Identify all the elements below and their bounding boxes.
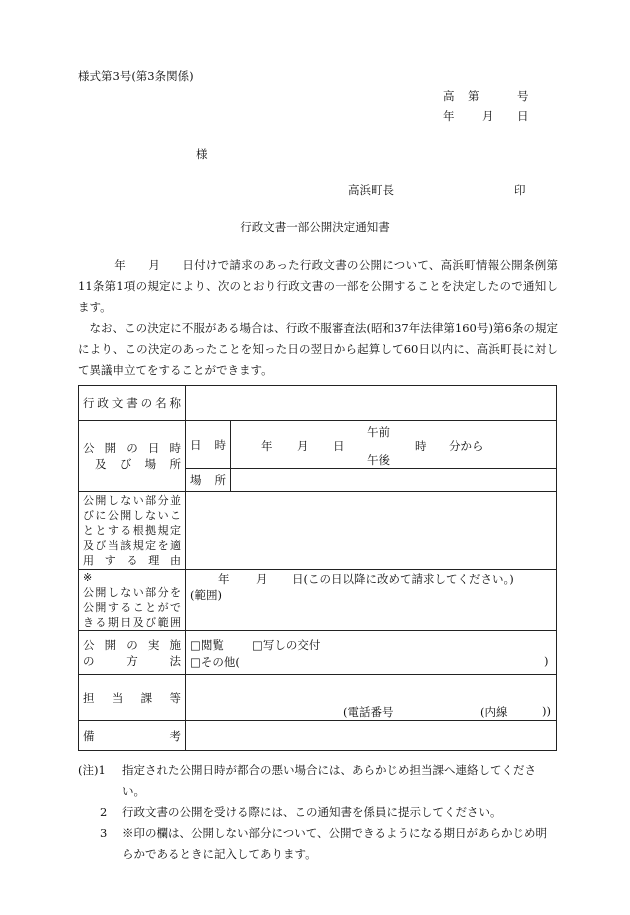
datetime-label: 日時 [186,421,231,469]
row-department [79,675,557,721]
future-label [79,570,186,631]
row-method [79,631,557,675]
doc-name-value[interactable] [186,386,557,421]
body-text [78,255,558,381]
doc-number-prefix: 高 [443,89,455,103]
datetime-place-label [79,421,186,492]
future-label-line2: 公開することがで [83,601,181,614]
dt-minute-from: 分から [449,438,484,453]
method-option-other[interactable]: □その他( [190,654,240,669]
row-basis [79,492,557,570]
p1-year: 年 [114,258,127,272]
date-day: 日 [517,109,529,123]
doc-number-dai: 第 [468,89,480,103]
row-doc-name [79,386,557,421]
note-3 [78,823,558,865]
future-range: (範囲) [190,588,222,602]
basis-label-line1: 公開しない部分並 [83,494,181,507]
basis-label-line4: 及び当該規定を適 [83,539,181,552]
future-day-note: 日(この日以降に改めて請求してください。) [292,572,514,586]
dt-day: 日 [333,438,345,453]
basis-label-line3: ととする根拠規定 [83,524,181,537]
note-3-number: 3 [100,826,108,840]
method-option-view[interactable]: □閲覧 [190,637,224,652]
phone-label: (電話番号 [343,704,394,719]
future-label-line1: 公開しない部分を [83,586,181,599]
notes-section [78,760,558,865]
basis-label-line5: 用する理由 [83,554,181,567]
dt-hour: 時 [415,438,427,453]
recipient-suffix: 様 [196,147,208,161]
basis-label-line2: びに公開しないこ [83,509,181,522]
paragraph-1 [78,255,558,318]
form-number: 様式第3号(第3条関係) [78,69,194,83]
future-label-line3: きる期日及び範囲 [83,616,181,629]
doc-number-go: 号 [517,89,529,103]
place-value[interactable] [231,469,557,492]
issuer-name: 高浜町長 [348,183,394,197]
future-value[interactable] [186,570,557,631]
p1-month: 月 [148,258,161,272]
method-label [79,631,186,675]
future-year: 年 [218,572,230,586]
department-value[interactable] [186,675,557,721]
method-value [186,631,557,675]
note-1 [78,760,558,802]
document-title: 行政文書一部公開決定通知書 [240,220,390,234]
extension-close: )) [542,703,551,718]
dt-month: 月 [297,438,309,453]
dt-year: 年 [261,438,273,453]
remarks-label: 備考 [79,721,186,751]
paragraph-2: なお、この決定に不服がある場合は、行政不服審査法(昭和37年法律第160号)第6条の規定により、この決定のあったことを知った日の翌日から起算して60日以内に、高浜町長に対して異議申立てをすることができます。 [78,321,558,377]
extension-label: (内線 [480,704,508,719]
dt-am: 午前 [367,424,390,439]
basis-value[interactable] [186,492,557,570]
date-year: 年 [443,109,455,123]
row-remarks [79,721,557,751]
note-1-prefix: (注)1 [78,763,106,777]
method-label-line1: 公開の実施 [83,637,181,652]
row-future-disclosure [79,570,557,631]
datetime-value[interactable] [231,421,557,469]
future-label-mark: ※ [83,571,93,584]
datetime-place-label-line2: 及び場所 [95,457,181,471]
p1-rest: 日付けで請求のあった行政文書の公開について、高浜町情報公開条例第11条第1項の規定により、次のとおり行政文書の一部を公開することを決定したので通知します。 [78,258,559,314]
datetime-place-label-line1: 公開の日時 [83,441,181,455]
doc-name-label: 行政文書の名称 [79,386,186,421]
seal-mark: 印 [514,183,526,197]
note-1-text: 指定された公開日時が都合の悪い場合には、あらかじめ担当課へ連絡してください。 [122,763,536,798]
future-month: 月 [256,572,268,586]
date-month: 月 [482,109,494,123]
note-3-text: ※印の欄は、公開しない部分について、公開できるようになる期日があらかじめ明らかであるときに記入してあります。 [122,826,548,861]
method-label-line2: の方法 [83,653,181,668]
remarks-value[interactable] [186,721,557,751]
method-option-copy[interactable]: □写しの交付 [252,637,321,652]
note-2-number: 2 [100,805,108,819]
dt-pm: 午後 [367,452,390,467]
row-datetime [79,421,557,469]
note-2 [78,802,558,823]
basis-label [79,492,186,570]
department-label: 担当課等 [79,675,186,721]
place-label: 場所 [186,469,231,492]
notice-table [78,385,557,751]
method-other-close: ) [544,653,549,668]
note-2-text: 行政文書の公開を受ける際には、この通知書を係員に提示してください。 [122,805,502,819]
